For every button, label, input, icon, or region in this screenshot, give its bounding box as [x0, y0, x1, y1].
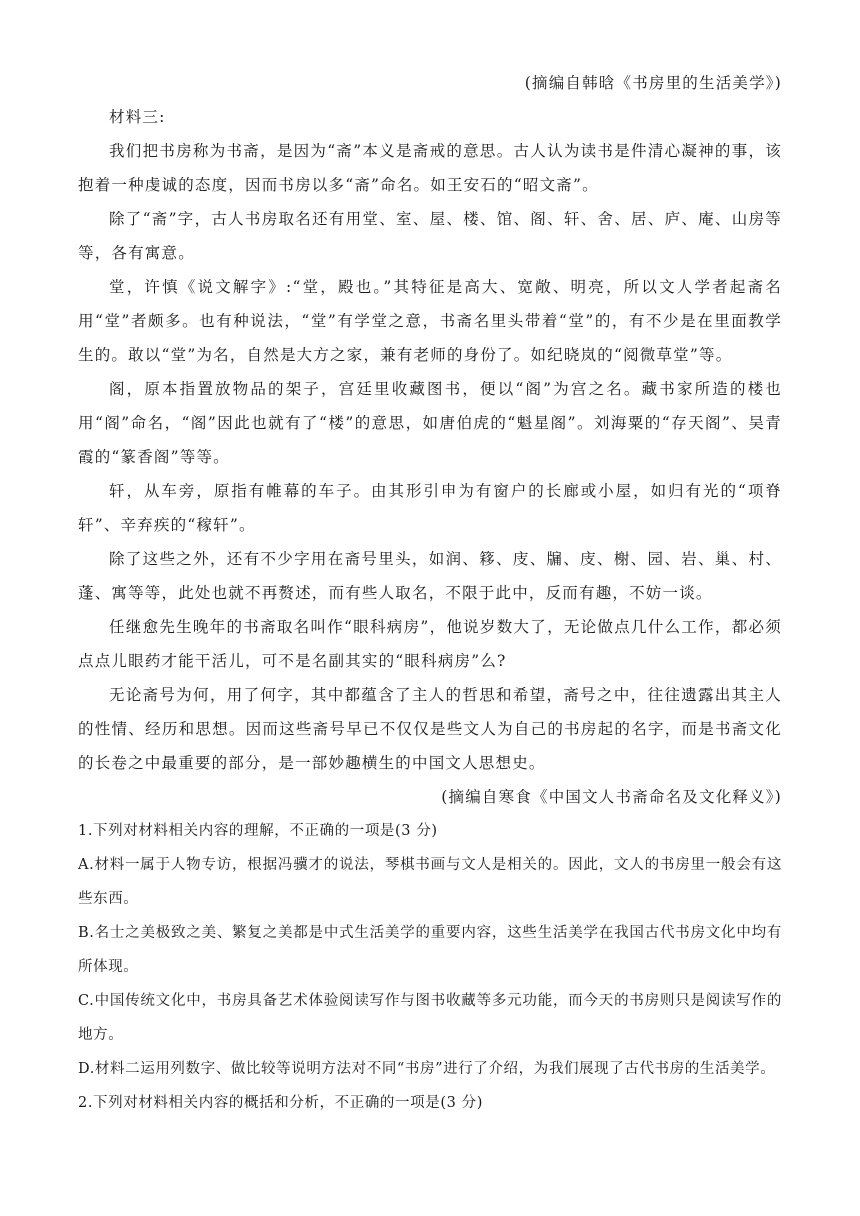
question-1-option-d: D.材料二运用列数字、做比较等说明方法对不同“书房”进行了介绍，为我们展现了古代书房的生活美学。	[78, 1061, 776, 1077]
paragraph-tang: 堂，许慎《说文解字》:“堂，殿也。”其特征是高大、宽敞、明亮，所以文人学者起斋名用“堂”者颇多。也有种说法，“堂”有学堂之意，书斋名里头带着“堂”的，有不少是在里面教学生的。敢以“堂”为名，自然是大方之家，兼有老师的身份了。如纪晓岚的“阅微草堂”等。	[78, 278, 782, 364]
question-2-stem: 2.下列对材料相关内容的概括和分析，不正确的一项是(3 分)	[78, 1095, 483, 1111]
paragraph-other-chars: 除了这些之外，还有不少字用在斋号里头，如润、簃、庋、牖、庋、榭、园、岩、巢、村、蓬、寓等等，此处也就不再赘述，而有些人取名，不限于此中，反而有趣，不妨一谈。	[78, 550, 782, 602]
question-1-option-a: A.材料一属于人物专访，根据冯骥才的说法，琴棋书画与文人是相关的。因此，文人的书房里一般会有这些东西。	[78, 857, 782, 907]
question-1-option-c: C.中国传统文化中，书房具备艺术体验阅读写作与图书收藏等多元功能，而今天的书房则只是阅读写作的地方。	[78, 993, 782, 1043]
source-citation-1: (摘编自韩晗《书房里的生活美学》)	[524, 74, 782, 92]
paragraph-ge: 阁，原本指置放物品的架子，宫廷里收藏图书，便以“阁”为宫之名。藏书家所造的楼也用“阁”命名，“阁”因此也就有了“楼”的意思，如唐伯虎的“魁星阁”。刘海粟的“存天阁”、吴青霞的“篆香阁”等等。	[78, 380, 782, 466]
document-page	[78, 66, 782, 1120]
paragraph-ren-jiyu: 任继愈先生晚年的书斋取名叫作“眼科病房”，他说岁数大了，无论做点几什么工作，都必须点点儿眼药才能干活儿，可不是名副其实的“眼科病房”么?	[78, 618, 782, 670]
material-3-heading: 材料三:	[109, 108, 166, 126]
question-1-stem: 1.下列对材料相关内容的理解，不正确的一项是(3 分)	[78, 823, 438, 839]
paragraph-xuan: 轩，从车旁，原指有帷幕的车子。由其形引申为有窗户的长廊或小屋，如归有光的“项脊轩”、辛弃疾的“稼轩”。	[78, 482, 782, 534]
paragraph-zhai: 我们把书房称为书斋，是因为“斋”本义是斋戒的意思。古人认为读书是件清心凝神的事，该抱着一种虔诚的态度，因而书房以多“斋”命名。如王安石的“昭文斋”。	[78, 142, 782, 194]
source-citation-2: (摘编自寒食《中国文人书斋命名及文化释义》)	[441, 788, 782, 806]
paragraph-conclusion: 无论斋号为何，用了何字，其中都蕴含了主人的哲思和希望，斋号之中，往往遗露出其主人的性情、经历和思想。因而这些斋号早已不仅仅是些文人为自己的书房起的名字，而是书斋文化的长卷之中最重要的部分，是一部妙趣横生的中国文人思想史。	[78, 686, 782, 772]
paragraph-other-names: 除了“斋”字，古人书房取名还有用堂、室、屋、楼、馆、阁、轩、舍、居、庐、庵、山房等等，各有寓意。	[78, 210, 782, 262]
question-1-option-b: B.名士之美极致之美、繁复之美都是中式生活美学的重要内容，这些生活美学在我国古代书房文化中均有所体现。	[78, 925, 782, 975]
